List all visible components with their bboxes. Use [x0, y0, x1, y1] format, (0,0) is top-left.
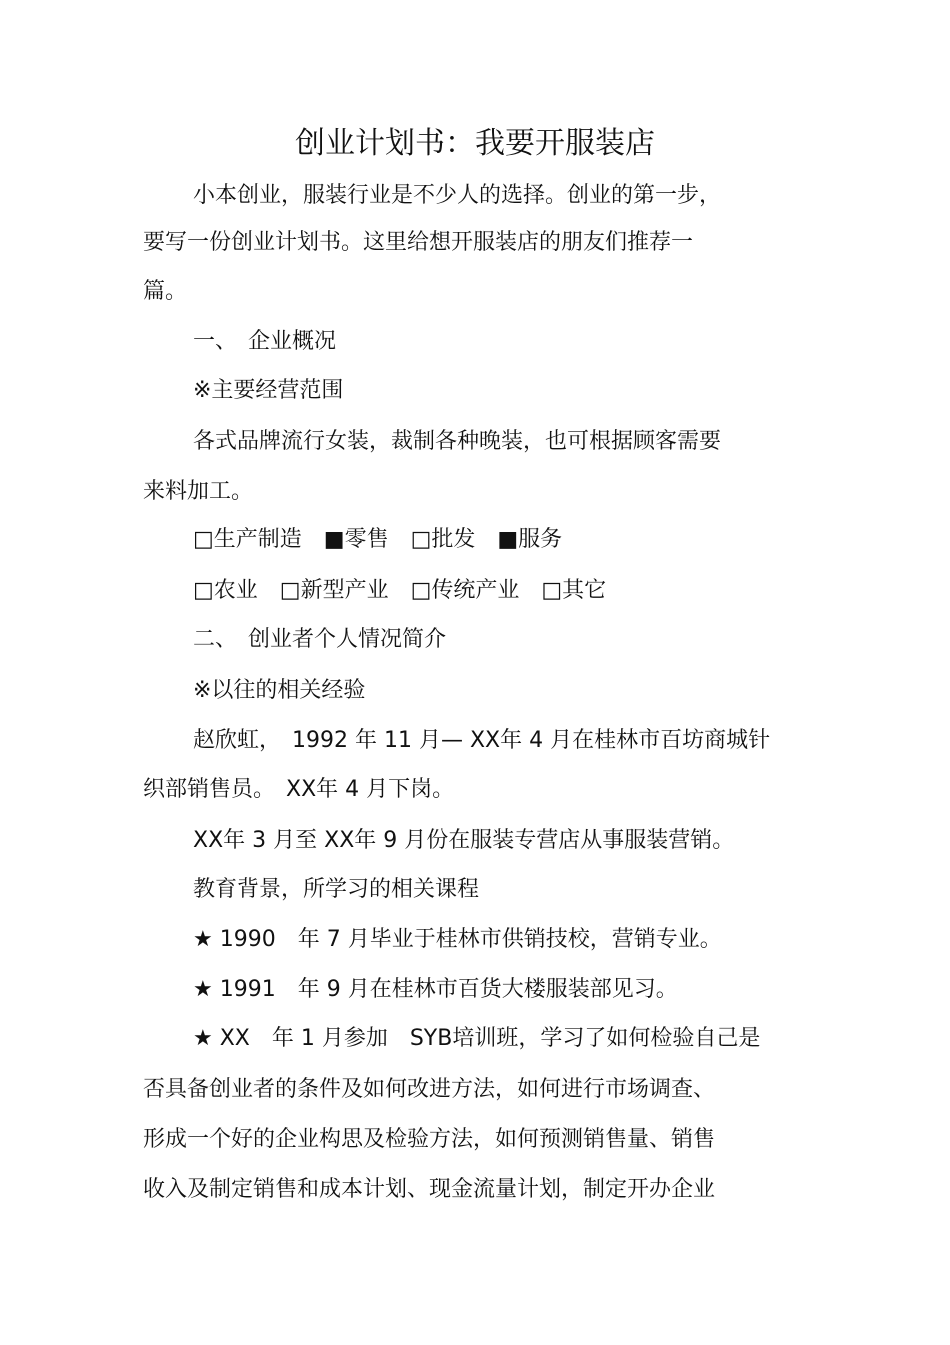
experience-1-line-2: 织部销售员。 XX年 4 月下岗。 [143, 777, 455, 802]
education-item-3-line-1: ★ XX 年 1 月参加 SYB培训班，学习了如何检验自己是 [193, 1026, 761, 1051]
education-item-3-line-4: 收入及制定销售和成本计划、现金流量计划，制定开办企业 [143, 1177, 716, 1202]
document-title: 创业计划书：我要开服装店 [295, 126, 655, 161]
experience-1-line-1: 赵欣虹， 1992 年 11 月— XX年 4 月在桂林市百坊商城针 [193, 728, 771, 753]
experience-label: ※以往的相关经验 [193, 678, 366, 703]
option-new-industry: □新型产业 [279, 578, 389, 603]
intro-line-1: 小本创业，服装行业是不少人的选择。创业的第一步， [193, 183, 722, 208]
section-2-heading: 二、 创业者个人情况简介 [193, 627, 447, 652]
section-1-heading: 一、 企业概况 [193, 329, 337, 354]
business-type-options-row-2 [193, 575, 628, 607]
option-retail: ■零售 [323, 527, 389, 552]
business-scope-line-2: 来料加工。 [143, 479, 254, 504]
option-other: □其它 [541, 578, 607, 603]
intro-line-2: 要写一份创业计划书。这里给想开服装店的朋友们推荐一 [143, 230, 694, 255]
option-wholesale: □批发 [410, 527, 476, 552]
education-item-3-line-2: 否具备创业者的条件及如何改进方法，如何进行市场调查、 [143, 1077, 716, 1102]
education-label: 教育背景，所学习的相关课程 [193, 877, 480, 902]
option-agriculture: □农业 [193, 578, 258, 603]
business-scope-label: ※主要经营范围 [193, 378, 344, 403]
education-item-2: ★ 1991 年 9 月在桂林市百货大楼服装部见习。 [193, 977, 678, 1002]
business-type-options-row-1 [193, 524, 584, 556]
business-scope-line-1: 各式品牌流行女装，裁制各种晚装，也可根据顾客需要 [193, 429, 722, 454]
option-service: ■服务 [497, 527, 563, 552]
option-traditional-industry: □传统产业 [410, 578, 520, 603]
option-manufacturing: □生产制造 [193, 527, 302, 552]
education-item-1: ★ 1990 年 7 月毕业于桂林市供销技校，营销专业。 [193, 927, 722, 952]
education-item-3-line-3: 形成一个好的企业构思及检验方法，如何预测销售量、销售 [143, 1127, 716, 1152]
intro-line-3: 篇。 [143, 279, 188, 304]
experience-2: XX年 3 月至 XX年 9 月份在服装专营店从事服装营销。 [193, 828, 735, 853]
